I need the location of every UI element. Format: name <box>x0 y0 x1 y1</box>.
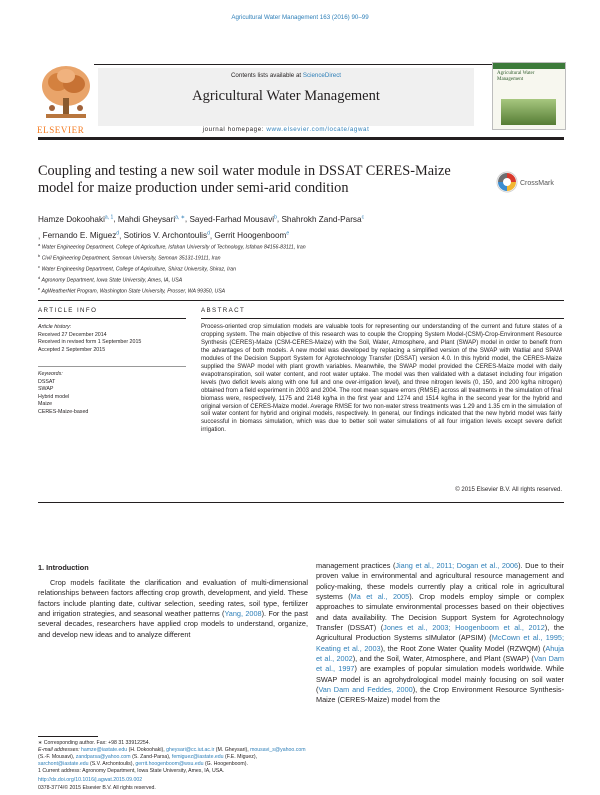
email-owner: (S.-F. Mousavi), <box>38 754 76 761</box>
author-sup: c <box>361 214 365 220</box>
email-link[interactable]: gerrit.hoogenboom@wsu.edu <box>135 761 204 768</box>
homepage-link[interactable]: www.elsevier.com/locate/agwat <box>266 126 370 133</box>
keywords <box>38 371 188 417</box>
citation-link[interactable]: Ahuja et al., 2002 <box>316 643 564 664</box>
info-rule <box>38 318 186 319</box>
crossmark-icon[interactable] <box>496 171 562 193</box>
elsevier-wordmark: ELSEVIER <box>37 125 85 135</box>
affiliation-sup: a <box>38 242 41 247</box>
crossmark-label: CrossMark <box>520 180 554 187</box>
doi-link[interactable]: http://dx.doi.org/10.1016/j.agwat.2015.09.002 <box>38 777 143 784</box>
intro-text: Crop models facilitate the clarification and evaluation of multi-dimensional relationships between factors affecting crop growth, development, and yield. These factors include planting date, cultivar selection, seeding rates, soil type, fertilizer and irrigation strategies, and seasonal weather patterns ( <box>38 578 308 619</box>
history-label: Article history: <box>38 324 72 330</box>
corresponding-author-note: ∗ Corresponding author. Fax: +98 31 33912254. <box>38 740 151 746</box>
citation-link[interactable]: Jiang et al., 2011; Dogan et al., 2006 <box>395 561 519 570</box>
author-name: Gerrit Hoogenboom <box>214 231 287 241</box>
author-name: Shahrokh Zand-Parsa <box>281 214 362 224</box>
keywords-rule <box>38 366 186 367</box>
affiliation-sup: c <box>38 264 40 270</box>
keyword-item: DSSAT <box>38 378 56 385</box>
author-sup: d <box>116 230 120 237</box>
history-revised: Received in revised form 1 September 2015 <box>38 339 142 346</box>
email-link[interactable]: hamze@iastate.edu <box>80 747 128 754</box>
keyword-item: Maize <box>38 401 53 408</box>
email-link[interactable]: gheysari@cc.iut.ac.ir <box>166 747 215 754</box>
contents-prefix: Contents lists available at <box>230 72 303 79</box>
author-5[interactable] <box>43 231 120 240</box>
intro-text: ), and the Soil, Water, Atmosphere, and Plant (SWAP) ( <box>352 654 534 664</box>
author-3[interactable] <box>189 215 276 224</box>
author-sup: a, 1 <box>104 214 114 220</box>
cover-title: Agricultural Water Management <box>497 71 535 82</box>
cover-band <box>493 63 565 69</box>
author-sup: e <box>286 230 290 237</box>
citation-link[interactable]: Ma et al., 2005 <box>350 592 410 602</box>
affiliation-text: AgWeatherNet Program, Washington State University, Prosser, WA 99350, USA <box>41 288 226 295</box>
author-6[interactable] <box>124 231 210 240</box>
journal-reference[interactable]: Agricultural Water Management 163 (2016) 90–99 <box>231 14 369 21</box>
intro-text: ), the Agricultural Production Systems sIMulator (APSIM) ( <box>316 623 564 643</box>
citation-link[interactable]: Jones et al., 2003; Hoogenboom et al., 2012 <box>383 623 545 633</box>
article-title: Coupling and testing a new soil water module in DSSAT CERES-Maize model for maize production under semi-arid condition <box>38 163 451 196</box>
footnotes <box>38 740 308 792</box>
issn-line: 0378-3774/© 2015 Elsevier B.V. All rights reserved. <box>38 784 156 791</box>
abstract-text: Process-oriented crop simulation models are valuable tools for representing our understanding of the current and future states of a cropping system. The main objective of this research was to couple the Cropping System Model-(CSM)-Crop-Environment Resource Synthesis (CERES)-Maize (CSM-CERES-Maize) with the Soil, Water, Atmosphere, and Plant (SWAP) model in order to benefit from the advantages of both models. A new model was developed by replacing a simplified version of the SWAP with Watlial and SPAM modules of the Decision Support System for Agrotechnology Transfer (DSSAT) version 4.0. In this hybrid model, the CERES-Maize supplied the SWAP model with plant growth variables. Meanwhile, the SWAP model provided the CERES-Maize model with daily evapotranspiration, soil water content, and root water uptake. The model was then validated with a dataset including four irrigation levels (two deficit levels along with one full and one over-irrigation level), and three nitrogen levels (0, 150, and 200 kg/ha nitrogen) obtained from a field experiment in 2003 and 2004. The root mean square errors (RMSE) across all treatments in the simulation of final biomass were, respectively, 1175 and 2148 kg/ha in the first year and 1274 and 1514 kg/ha in the second year for the hybrid and original version of CERES-Maize model. Average RMSE for two non-water stress treatments was 1.29 and 1.35 cm in the simulation of soil water content for hybrid and original models, respectively. In general, our findings indicated that the new hybrid model was fairly successful in biomass simulation, which was due to better soil water simulations of all four irrigation levels except severe deficit irrigation. <box>201 324 562 434</box>
author-name: Sayed-Farhad Mousavi <box>189 214 275 224</box>
citation-link[interactable]: McCown et al., 1995; Keating et al., 2003 <box>316 633 565 653</box>
author-2[interactable] <box>118 215 185 224</box>
abstract-rule <box>201 318 564 319</box>
citation-link[interactable]: Van Dam et al., 1997 <box>316 654 565 674</box>
author-list: Hamze Dokoohaki$^{a, 1}$, Mahdi Gheysari$^{a, ∗}$, Sayed-Farhad Mousavi$^b$, Shahrokh Zand-Parsa$^c$ , Fernando E. Miguez$^d$, Sotirios V. Archontoulis$^d$, Gerrit Hoogenboom$^e$ <box>38 214 365 241</box>
journal-title: Agricultural Water Management <box>192 88 380 104</box>
keyword-item: CERES-Maize-based <box>38 408 89 415</box>
affiliation-text: Agronomy Department, Iowa State University, Ames, IA, USA <box>41 277 183 284</box>
history-accepted: Accepted 2 September 2015 <box>38 346 106 353</box>
affiliation-text: Water Engineering Department, College of Agriculture, Isfahan University of Technology, Isfahan 84156-83111, Iran <box>41 244 306 251</box>
affiliation-text: Water Engineering Department, College of Agriculture, Shiraz University, Shiraz, Iran <box>41 266 236 273</box>
email-owner: (S. Zand-Parsa), <box>130 754 172 761</box>
affiliation-item <box>38 241 568 252</box>
section-bottom-rule <box>38 502 564 503</box>
elsevier-tree-logo <box>38 62 94 124</box>
affiliation-text: Civil Engineering Department, Semnan University, Semnan 35131-19111, Iran <box>41 255 221 262</box>
email-owner: (M. Gheysari), <box>214 747 251 754</box>
cover-image <box>501 99 556 125</box>
intro-text: ). For the past several decades, researchers have applied crop models to understand, organize, and develop new ideas and to analyze different <box>38 609 309 639</box>
intro-text: ). Due to their proven value in environmental and agricultural resource management and policy-making, these models currently play a critical role in agricultural systems ( <box>316 561 564 602</box>
intro-left-column <box>38 578 308 640</box>
intro-text: ) are examples of popular simulation models worldwide. While SWAP model is an agrohydrological model mainly focusing on soil water ( <box>316 664 564 695</box>
email-link[interactable]: zandparsa@yahoo.com <box>75 754 131 761</box>
homepage-prefix: journal homepage: <box>202 126 267 133</box>
intro-text: ). Crop models employ simple or complex approaches to simulate environmental processes based on their objectives and data availability. The Decision Support System for Agrotechnology Transfer (DSSAT) ( <box>316 592 565 633</box>
affiliation-item <box>38 274 568 285</box>
keyword-item: SWAP <box>38 386 54 393</box>
sciencedirect-link[interactable]: ScienceDirect <box>302 72 342 79</box>
author-name: Sotirios V. Archontoulis <box>123 231 208 241</box>
intro-text: ), the Root Zone Water Quality Model (RZWQM) ( <box>380 643 546 653</box>
email-link[interactable]: femiguez@iastate.edu <box>171 754 224 761</box>
email-link[interactable]: sarchont@iastate.edu <box>38 761 89 768</box>
email-owner: (H. Dokoohaki), <box>127 747 167 754</box>
email-addresses <box>38 747 308 768</box>
contents-line <box>98 72 474 79</box>
author-sup: a, ∗ <box>175 214 185 220</box>
keywords-label: Keywords: <box>38 371 63 377</box>
affiliation-item <box>38 263 568 274</box>
article-info-heading: ARTICLE INFO <box>38 307 98 314</box>
abstract-copyright: © 2015 Elsevier B.V. All rights reserved. <box>455 487 562 493</box>
affiliation-sup: b <box>38 253 41 259</box>
author-name: Hamze Dokoohaki <box>38 214 105 224</box>
current-address-note: 1 Current address: Agronomy Department, Iowa State University, Ames, IA, USA. <box>38 768 225 775</box>
author-name: Fernando E. Miguez <box>42 231 117 241</box>
email-owner: (S.V. Archontoulis), <box>88 761 136 768</box>
masthead-top-rule <box>38 64 564 65</box>
email-link[interactable]: mousavi_s@yahoo.com <box>250 747 306 754</box>
intro-text: management practices ( <box>316 561 396 570</box>
intro-right-column <box>316 561 564 706</box>
citation-link[interactable]: Yang, 2008 <box>224 609 262 619</box>
masthead-bottom-rule <box>38 137 564 140</box>
introduction-heading: 1. Introduction <box>38 563 89 572</box>
email-owner: (F.E. Miguez), <box>223 754 258 761</box>
intro-text: ), the Crop Environment Resource Synthesis-Maize (CERES-Maize) model from the <box>316 685 564 705</box>
affiliation-sup: e <box>38 286 41 292</box>
affiliation-list <box>38 241 568 296</box>
history-received: Received 27 December 2014 <box>38 331 107 338</box>
author-sup: d <box>207 230 210 237</box>
journal-homepage <box>98 126 474 133</box>
keyword-item: Hybrid model <box>38 393 70 400</box>
email-owner: (G. Hoogenboom). <box>203 761 248 768</box>
author-7[interactable] <box>214 231 289 240</box>
journal-cover-thumbnail <box>492 62 566 130</box>
author-4[interactable] <box>281 215 364 224</box>
author-sup: b <box>274 214 277 220</box>
article-history <box>38 324 188 354</box>
email-label: E-mail addresses: <box>38 747 81 754</box>
author-name: Mahdi Gheysari <box>117 214 176 224</box>
affiliation-item <box>38 252 568 263</box>
affiliation-item <box>38 285 568 296</box>
section-top-rule <box>38 300 564 301</box>
affiliation-sup: d <box>38 275 41 281</box>
footnote-rule <box>38 736 98 737</box>
abstract-heading: ABSTRACT <box>201 307 246 314</box>
citation-link[interactable]: Van Dam and Feddes, 2000 <box>318 685 413 695</box>
author-1[interactable] <box>38 215 113 224</box>
